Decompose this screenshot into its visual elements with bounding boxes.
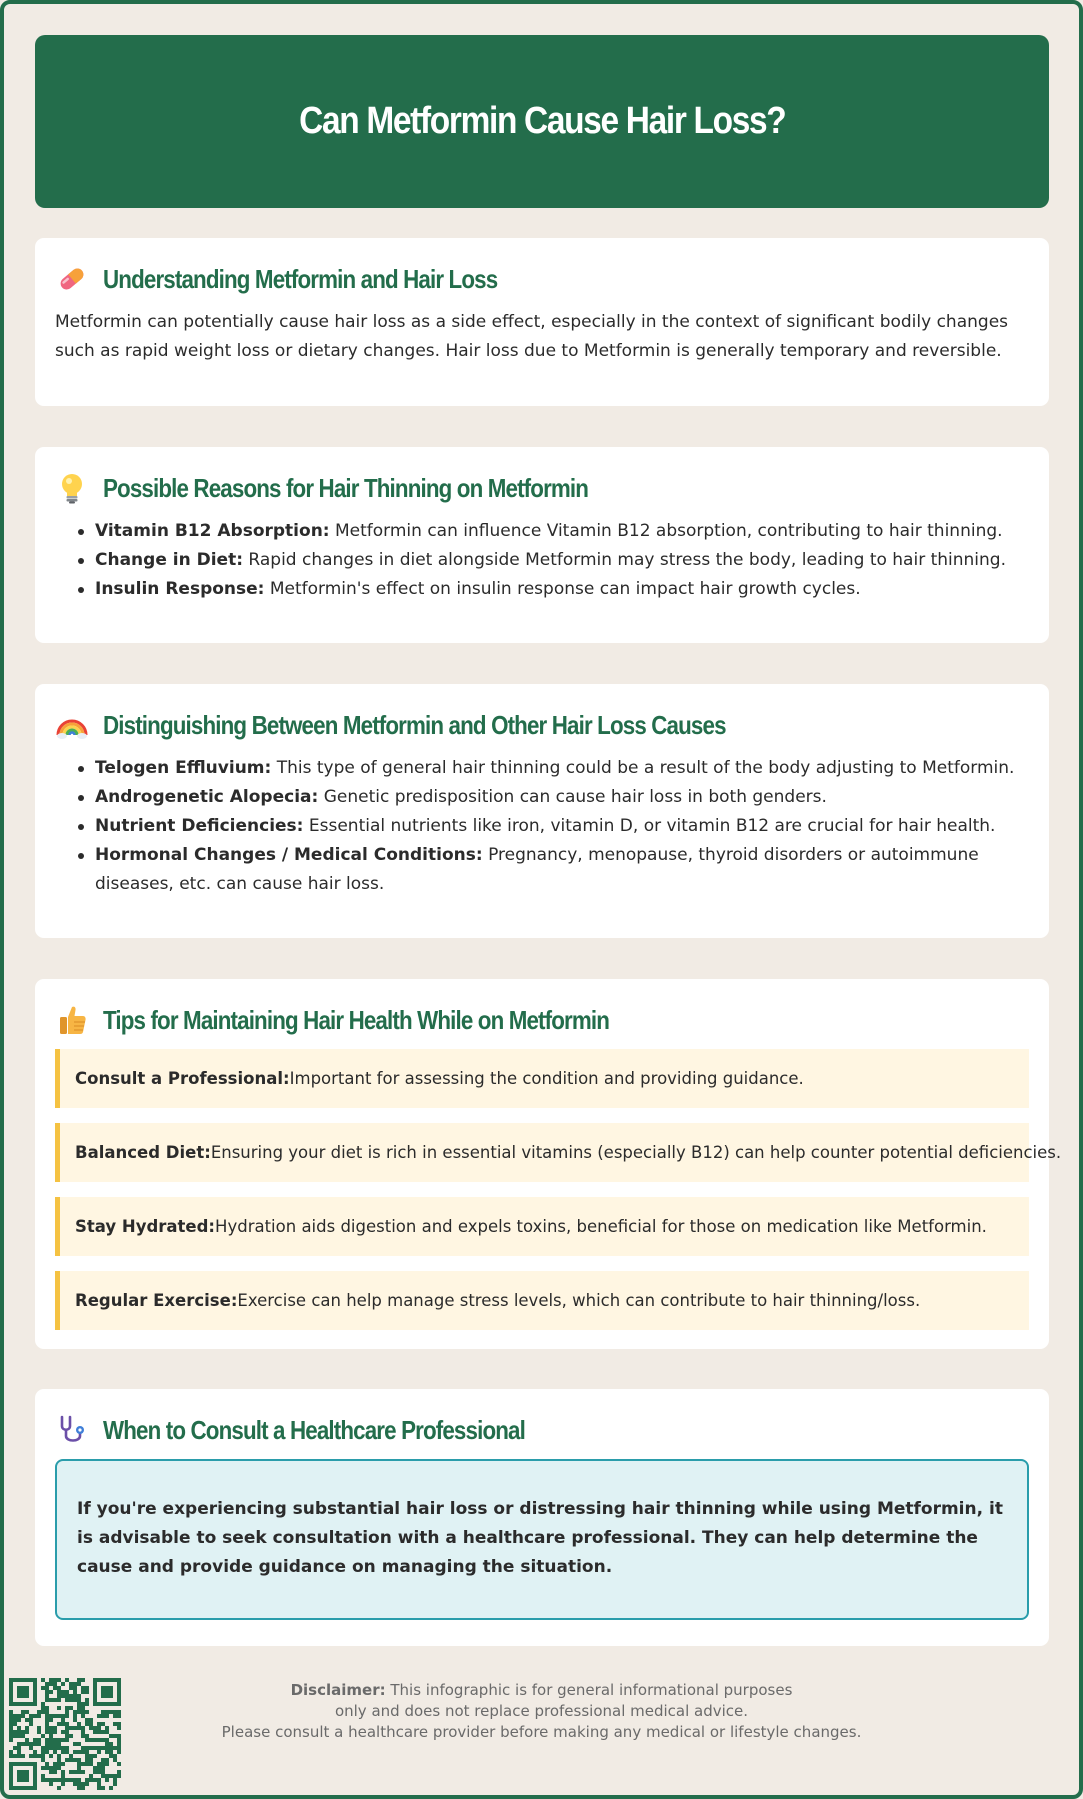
list-item: Androgenetic Alopecia: Genetic predisposition can cause hair loss in both genders. bbox=[75, 783, 1029, 812]
section-understanding bbox=[35, 238, 1049, 406]
section-tips bbox=[35, 979, 1062, 1349]
list-item: Telogen Effluvium: This type of general hair thinning could be a result of the body adjusting to Metformin. bbox=[75, 754, 1029, 783]
list-item: Vitamin B12 Absorption: Metformin can influence Vitamin B12 absorption, contributing to hair thinning. bbox=[75, 517, 1029, 546]
list-item: Nutrient Deficiencies: Essential nutrients like iron, vitamin D, or vitamin B12 are crucial for hair health. bbox=[75, 812, 1029, 841]
consult-callout bbox=[55, 1459, 1029, 1620]
stethoscope-icon bbox=[55, 1413, 89, 1447]
page-title: Can Metformin Cause Hair Loss? bbox=[298, 100, 786, 142]
section-header bbox=[55, 706, 1029, 744]
section-header bbox=[55, 1411, 1029, 1449]
tip-card: Regular Exercise: Exercise can help manage stress levels, which can contribute to hair thinning/loss. bbox=[55, 1271, 1029, 1330]
list-item: Hormonal Changes / Medical Conditions: Pregnancy, menopause, thyroid disorders or autoimmune diseases, etc. can cause hair loss. bbox=[75, 841, 1029, 899]
section-title: Distinguishing Between Metformin and Other Hair Loss Causes bbox=[103, 709, 726, 740]
list-item: Insulin Response: Metformin's effect on insulin response can impact hair growth cycles. bbox=[75, 575, 1029, 604]
rainbow-icon bbox=[55, 708, 89, 742]
thumbs-up-icon bbox=[55, 1003, 89, 1037]
section-title: When to Consult a Healthcare Professional bbox=[103, 1414, 525, 1445]
section-header bbox=[55, 260, 1029, 298]
section-title: Understanding Metformin and Hair Loss bbox=[103, 263, 498, 294]
disclaimer: Disclaimer: This infographic is for general informational purposes only and does not replace professional medical advice. Please consult a healthcare provider before making any medical or lifestyle changes. bbox=[221, 1681, 862, 1741]
pill-icon bbox=[55, 262, 89, 296]
section-header bbox=[55, 469, 1029, 507]
tip-card: Balanced Diet: Ensuring your diet is rich in essential vitamins (especially B12) can help counter potential deficiencies. bbox=[55, 1123, 1029, 1182]
tip-card: Consult a Professional: Important for assessing the condition and providing guidance. bbox=[55, 1049, 1029, 1108]
causes-list bbox=[55, 754, 1029, 899]
section-consult bbox=[35, 1389, 1049, 1646]
consult-text: If you're experiencing substantial hair loss or distressing hair thinning while using Metformin, it is advisable to seek consultation with a healthcare professional. They can help determine the cause and provide guidance on managing the situation. bbox=[77, 1499, 1003, 1577]
tip-card: Stay Hydrated: Hydration aids digestion and expels toxins, beneficial for those on medication like Metformin. bbox=[55, 1197, 1029, 1256]
reasons-list bbox=[55, 517, 1029, 604]
section-title: Tips for Maintaining Hair Health While on Metformin bbox=[103, 1004, 610, 1035]
section-body: Metformin can potentially cause hair loss as a side effect, especially in the context of significant bodily changes such as rapid weight loss or dietary changes. Hair loss due to Metformin is generally temporary and reversible. bbox=[55, 312, 1009, 361]
section-header bbox=[55, 1001, 1029, 1039]
light-bulb-icon bbox=[55, 471, 89, 505]
section-distinguishing bbox=[35, 684, 1049, 938]
disclaimer-label: Disclaimer: bbox=[290, 1681, 386, 1699]
section-reasons bbox=[35, 447, 1049, 643]
page-header bbox=[35, 35, 1049, 208]
list-item: Change in Diet: Rapid changes in diet alongside Metformin may stress the body, leading to hair thinning. bbox=[75, 546, 1029, 575]
section-title: Possible Reasons for Hair Thinning on Metformin bbox=[103, 472, 589, 503]
